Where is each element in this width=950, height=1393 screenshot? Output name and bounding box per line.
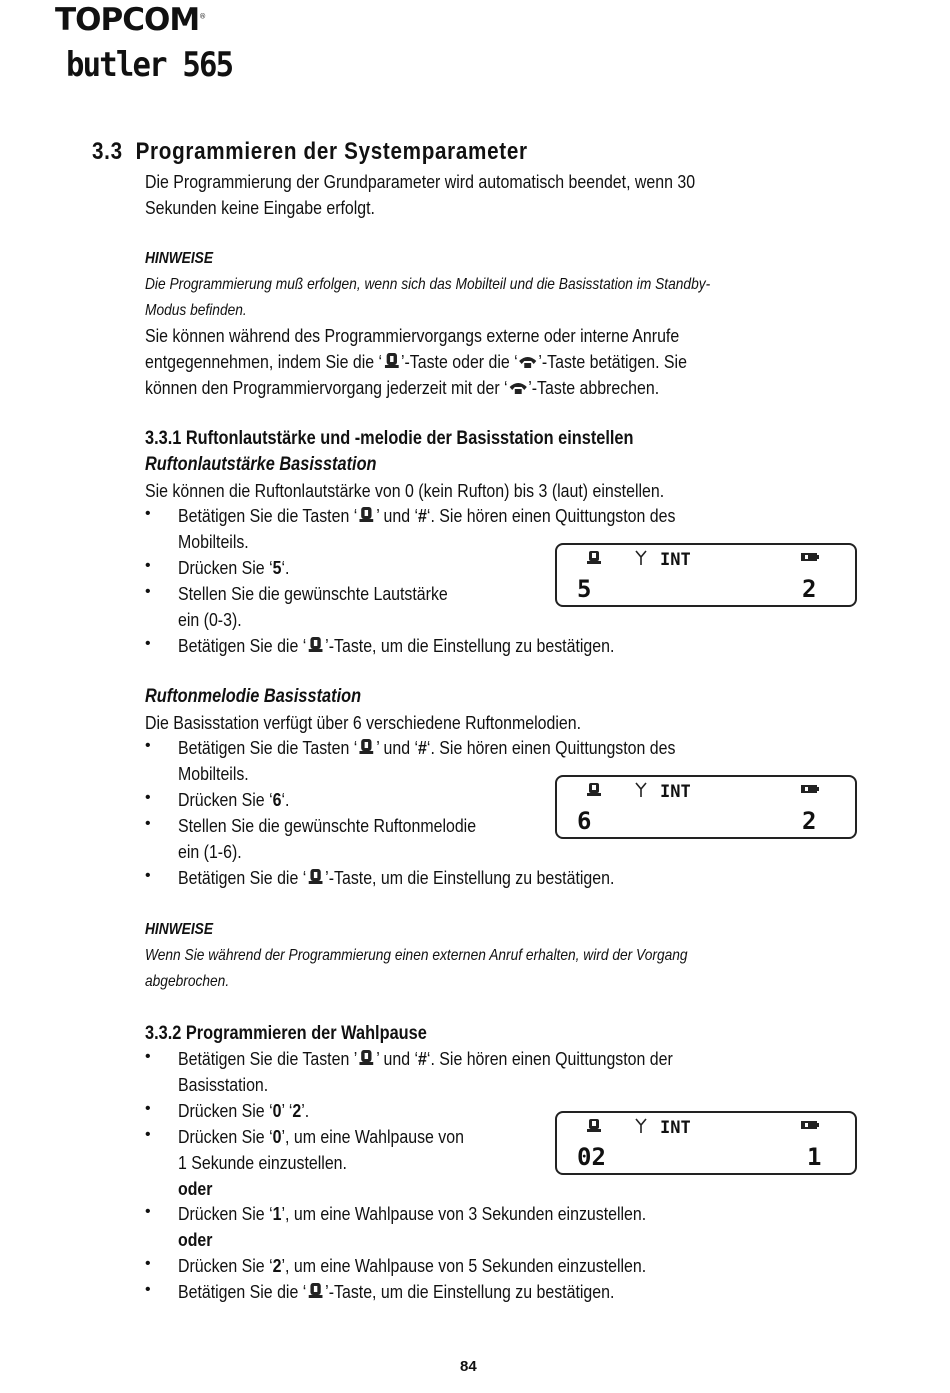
lcd-int-label: INT (660, 550, 691, 570)
antenna-icon (635, 550, 647, 566)
list-item: Drücken Sie ‘0’, um eine Wahlpause von (178, 1126, 464, 1147)
lcd-display (555, 543, 857, 607)
battery-icon (801, 785, 819, 793)
menu-key-icon (357, 1048, 376, 1068)
lcd-display (555, 1111, 857, 1175)
battery-icon (801, 553, 819, 561)
handset-menu-icon (585, 782, 603, 798)
end-key-icon (508, 379, 529, 397)
handset-menu-icon (585, 1118, 603, 1134)
list-item: Stellen Sie die gewünschte Ruftonmelodie (178, 815, 477, 836)
list-item: Drücken Sie ‘0’ ‘2’. (178, 1100, 310, 1121)
or-label: oder (178, 1178, 213, 1199)
list-item: Drücken Sie ‘5‘. (178, 557, 290, 578)
list-item: Betätigen Sie die Tasten ‘ ’ und ‘#‘. Sie hören einen Quittungston des (178, 505, 676, 526)
lcd-display (555, 775, 857, 839)
intro-line: Die Programmierung der Grundparameter wird automatisch beendet, wenn 30 (145, 171, 696, 192)
subheading: Ruftonlautstärke Basisstation (145, 454, 377, 475)
bullet: • (145, 1255, 151, 1272)
paragraph-line: Sie können die Ruftonlautstärke von 0 (kein Rufton) bis 3 (laut) einstellen. (145, 480, 665, 501)
paragraph-line: entgegennehmen, indem Sie die ‘ ’-Taste oder die ‘ ’-Taste betätigen. Sie (145, 351, 687, 372)
list-item: Drücken Sie ‘1’, um eine Wahlpause von 3 Sekunden einzustellen. (178, 1203, 647, 1224)
antenna-icon (635, 782, 647, 798)
bullet: • (145, 1100, 151, 1117)
bullet: • (145, 583, 151, 600)
antenna-icon (635, 1118, 647, 1134)
bullet: • (145, 1048, 151, 1065)
lcd-value-left: 02 (577, 1143, 606, 1171)
list-item-cont: Mobilteils. (178, 531, 249, 552)
menu-key-icon (382, 351, 401, 371)
lcd-int-label: INT (660, 782, 691, 802)
bullet: • (145, 1281, 151, 1298)
paragraph-line: Sie können während des Programmiervorgangs externe oder interne Anrufe (145, 325, 680, 346)
lcd-value-right: 2 (802, 575, 817, 603)
bullet: • (145, 557, 151, 574)
bullet: • (145, 867, 151, 884)
menu-key-icon (306, 867, 325, 887)
brand-logo: TOPCOM® (55, 2, 206, 38)
menu-key-icon (306, 1281, 325, 1301)
bullet: • (145, 1126, 151, 1143)
lcd-value-right: 2 (802, 807, 817, 835)
model-logo: butler 565 (66, 45, 233, 85)
intro-line: Sekunden keine Eingabe erfolgt. (145, 197, 375, 218)
menu-key-icon (357, 505, 376, 525)
lcd-value-right: 1 (807, 1143, 822, 1171)
note-line: abgebrochen. (145, 973, 230, 990)
list-item: Betätigen Sie die ‘ ’-Taste, um die Einstellung zu bestätigen. (178, 635, 615, 656)
list-item: Betätigen Sie die ‘ ’-Taste, um die Einstellung zu bestätigen. (178, 1281, 615, 1302)
page-number: 84 (460, 1358, 477, 1375)
handset-menu-icon (585, 550, 603, 566)
list-item: Betätigen Sie die ‘ ’-Taste, um die Einstellung zu bestätigen. (178, 867, 615, 888)
lcd-int-label: INT (660, 1118, 691, 1138)
note-heading: HINWEISE (145, 921, 214, 938)
list-item: Drücken Sie ‘6‘. (178, 789, 290, 810)
bullet: • (145, 635, 151, 652)
bullet: • (145, 815, 151, 832)
paragraph-line: Die Basisstation verfügt über 6 verschiedene Ruftonmelodien. (145, 712, 582, 733)
list-item: Betätigen Sie die Tasten ’ ’ und ‘#‘. Sie hören einen Quittungston der (178, 1048, 673, 1069)
paragraph-line: können den Programmiervorgang jederzeit mit der ‘ ’-Taste abbrechen. (145, 377, 660, 398)
menu-key-icon (357, 737, 376, 757)
note-line: Wenn Sie während der Programmierung einen externen Anruf erhalten, wird der Vorgang (145, 947, 688, 964)
subheading: Ruftonmelodie Basisstation (145, 686, 362, 707)
section-title: 3.3 Programmieren der Systemparameter (92, 138, 528, 165)
or-label: oder (178, 1229, 213, 1250)
menu-key-icon (306, 635, 325, 655)
bullet: • (145, 737, 151, 754)
list-item-cont: Mobilteils. (178, 763, 249, 784)
note-line: Modus befinden. (145, 302, 247, 319)
bullet: • (145, 505, 151, 522)
list-item: Drücken Sie ‘2’, um eine Wahlpause von 5 Sekunden einzustellen. (178, 1255, 647, 1276)
subsection-title: 3.3.1 Ruftonlautstärke und -melodie der Basisstation einstellen (145, 428, 634, 449)
list-item-cont: ein (0-3). (178, 609, 242, 630)
subsection-title: 3.3.2 Programmieren der Wahlpause (145, 1023, 427, 1044)
talk-key-icon (518, 353, 539, 371)
battery-icon (801, 1121, 819, 1129)
bullet: • (145, 789, 151, 806)
lcd-value-left: 5 (577, 575, 592, 603)
bullet: • (145, 1203, 151, 1220)
list-item-cont: ein (1-6). (178, 841, 242, 862)
list-item: Betätigen Sie die Tasten ‘ ’ und ‘#‘. Sie hören einen Quittungston des (178, 737, 676, 758)
note-line: Die Programmierung muß erfolgen, wenn sich das Mobilteil und die Basisstation im Standby- (145, 276, 711, 293)
list-item: Stellen Sie die gewünschte Lautstärke (178, 583, 448, 604)
lcd-value-left: 6 (577, 807, 592, 835)
note-heading: HINWEISE (145, 250, 214, 267)
list-item-cont: 1 Sekunde einzustellen. (178, 1152, 347, 1173)
list-item-cont: Basisstation. (178, 1074, 269, 1095)
